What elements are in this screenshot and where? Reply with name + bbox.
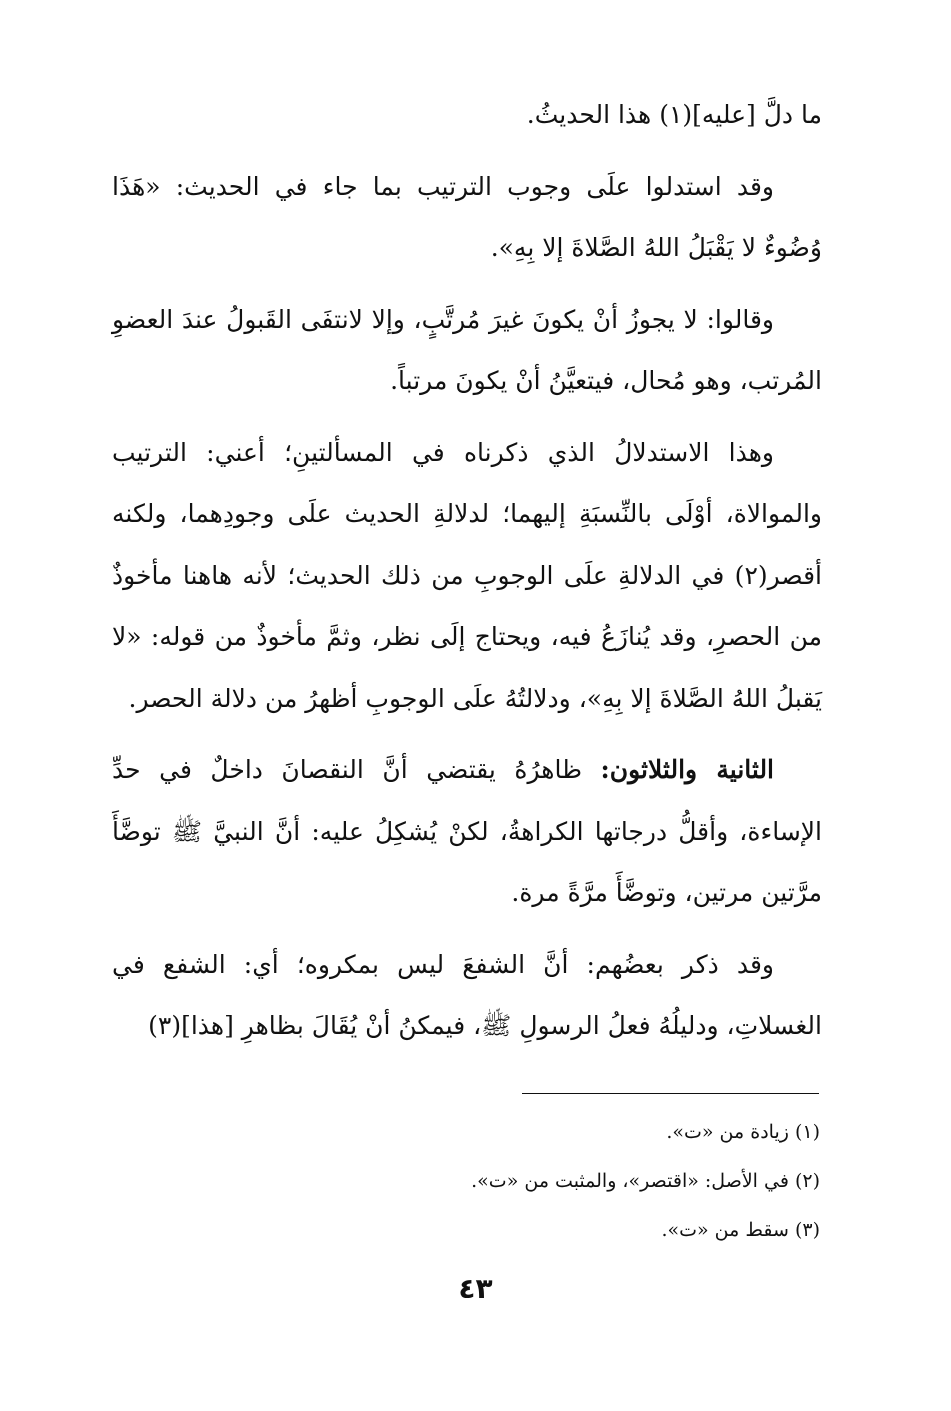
section-32-text: ظاهرُهُ يقتضي أنَّ النقصانَ داخلٌ في حدِّ الإساءة، وأقلُّ درجاتها الكراهةُ، لكنْ يُشكِلُ عليه: أنَّ النبيَّ ﷺ توضَّأَ مرَّتين مرتين، وتوضَّأَ مرَّةً مرة. — [112, 755, 822, 907]
paragraph-shaf: وقد ذكر بعضُهم: أنَّ الشفعَ ليس بمكروه؛ أي: الشفع في الغسلاتِ، ودليلُهُ فعلُ الرسولِ ﷺ، فيمكنُ أنْ يُقَالَ بظاهرِ [هذا](٣) — [112, 949, 822, 1040]
paragraph-tartib-evidence: وقد استدلوا علَى وجوب الترتيب بما جاء في الحديث: «هَذَا وُضُوءٌ لا يَقْبَلُ اللهُ الصَّلاةَ إلا بِهِ». — [112, 171, 822, 262]
footnote-divider — [522, 1093, 819, 1094]
footnote-3: (٣) سقط من «ت». — [661, 1219, 820, 1241]
paragraph-istidlal: وهذا الاستدلالُ الذي ذكرناه في المسألتينِ؛ أعني: الترتيب والموالاة، أوْلَى بالنِّسبَةِ إليهما؛ لدلالةِ الحديث علَى وجودِهما، ولكنه أقصر(٢) في الدلالةِ علَى الوجوبِ من ذلك الحديث؛ لأنه هاهنا مأخوذٌ من الحصرِ، وقد يُنازَعُ فيه، ويحتاج إلَى نظر، وثمَّ مأخوذٌ من قوله: «لا يَقبلُ اللهُ الصَّلاةَ إلا بِهِ»، ودلالتُهُ علَى الوجوبِ أظهرُ من دلالة الحصر. — [112, 437, 822, 713]
footnote-2: (٢) في الأصل: «اقتصر»، والمثبت من «ت». — [471, 1170, 820, 1192]
paragraph-qalu: وقالوا: لا يجوزُ أنْ يكونَ غيرَ مُرتَّبٍ، وإلا لانتفَى القَبولُ عندَ العضوِ المُرتب، وهو مُحال، فيتعيَّنُ أنْ يكونَ مرتباً. — [112, 304, 822, 395]
main-text — [112, 84, 822, 1067]
footnotes — [300, 1108, 820, 1255]
paragraph-section-32 — [112, 739, 822, 924]
footnote-1: (١) زيادة من «ت». — [666, 1121, 820, 1143]
section-heading: الثانية والثلاثون: — [600, 755, 775, 784]
paragraph-continuation: ما دلَّ [عليه](١) هذا الحديثُ. — [526, 100, 822, 129]
page-number: ٤٣ — [458, 1272, 493, 1305]
